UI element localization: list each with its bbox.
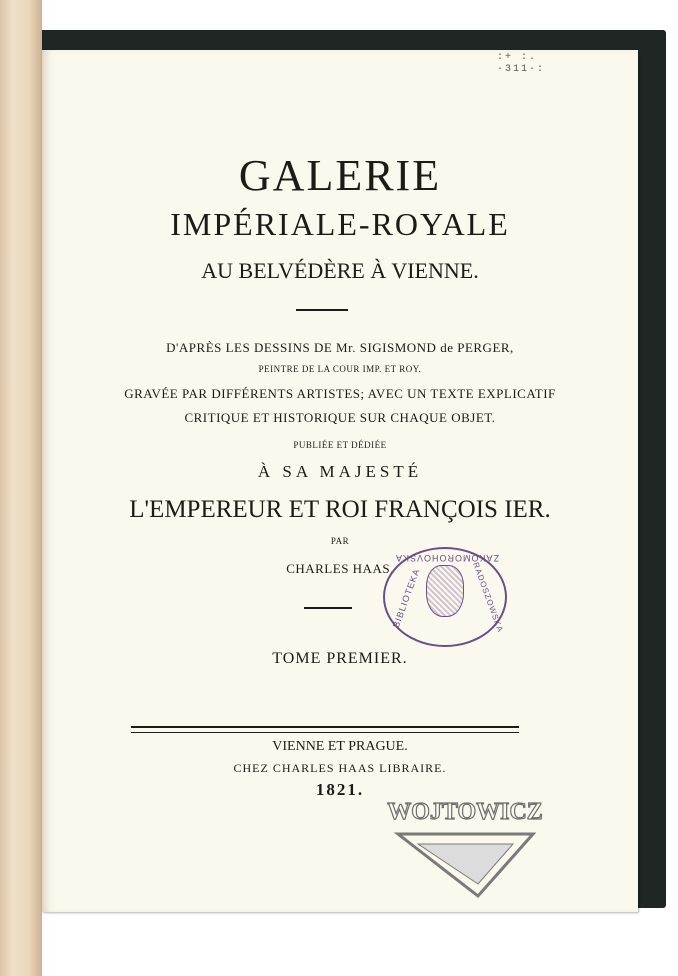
stamp-text-top: ZAKOMOROHOVSKA: [395, 553, 500, 563]
handwritten-shelfmark: :+ :. ·311·:: [497, 52, 546, 75]
title-belvedere: AU BELVÉDÈRE À VIENNE.: [201, 258, 479, 283]
stamp-text-right: RADOSZOWSKA: [471, 561, 505, 634]
dealer-watermark-logo: [378, 784, 553, 904]
double-rule-divider: [131, 726, 519, 733]
critique-line: CRITIQUE ET HISTORIQUE SUR CHAQUE OBJET.: [184, 410, 496, 425]
book-spine-edge: [0, 0, 42, 976]
majesty-line: À SA MAJESTÉ: [257, 462, 423, 481]
title-imperiale-royale: IMPÉRIALE-ROYALE: [170, 206, 510, 242]
engraved-line: GRAVÉE PAR DIFFÉRENTS ARTISTES; AVEC UN TEXTE EXPLICATIF: [124, 386, 556, 401]
ornamental-rule-middle: [304, 607, 352, 609]
volume-label: TOME PREMIER.: [272, 650, 408, 667]
svg-text:WOJTOWICZ: WOJTOWICZ: [387, 799, 543, 825]
ornamental-rule-top: [296, 309, 348, 311]
imprint-place: VIENNE ET PRAGUE.: [272, 739, 408, 754]
emperor-line: L'EMPEREUR ET ROI FRANÇOIS IER.: [129, 496, 551, 523]
stamp-text-left: BIBLIOTEKA: [390, 566, 422, 630]
stamp-crest-icon: [426, 565, 464, 617]
author-line: CHARLES HAAS.: [286, 561, 394, 576]
after-drawings-line: D'APRÈS LES DESSINS DE Mr. SIGISMOND de PERGER,: [166, 340, 514, 355]
par-line: PAR: [330, 536, 350, 546]
publication-year: 1821.: [315, 780, 365, 799]
title-galerie: GALERIE: [238, 151, 442, 200]
imprint-publisher: CHEZ CHARLES HAAS LIBRAIRE.: [233, 761, 447, 775]
published-dedicated-line: PUBLIÉE ET DÉDIÉE: [293, 440, 387, 450]
court-painter-line: PEINTRE DE LA COUR IMP. ET ROY.: [258, 364, 422, 374]
library-stamp: [383, 547, 507, 647]
